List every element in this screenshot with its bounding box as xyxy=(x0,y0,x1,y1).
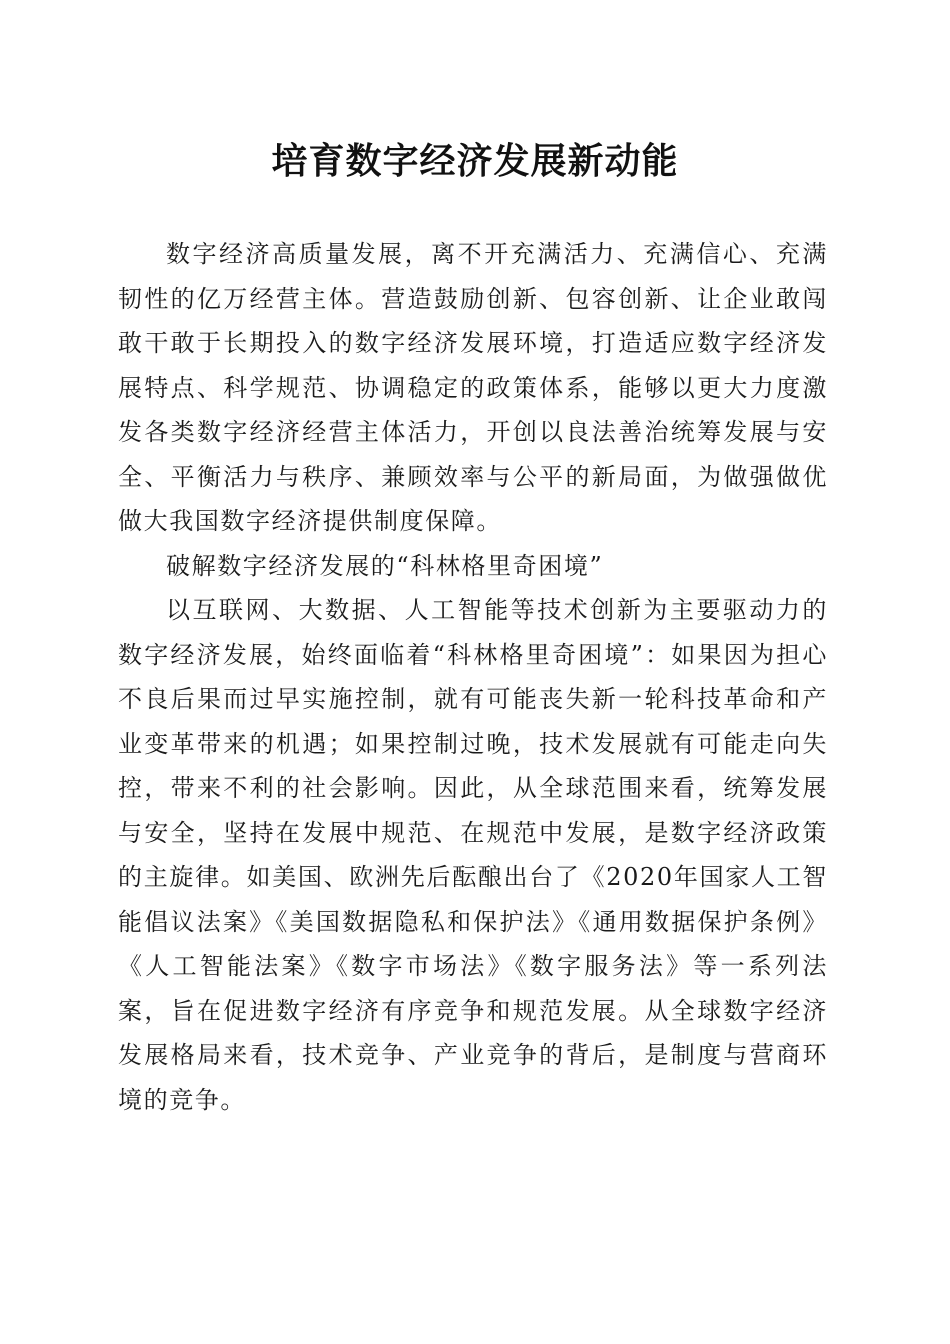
document-body xyxy=(118,232,828,1122)
paragraph-intro: 数字经济高质量发展，离不开充满活力、充满信心、充满韧性的亿万经营主体。营造鼓励创新、包容创新、让企业敢闯敢干敢于长期投入的数字经济发展环境，打造适应数字经济发展特点、科学规范、协调稳定的政策体系，能够以更大力度激发各类数字经济经营主体活力，开创以良法善治统筹发展与安全、平衡活力与秩序、兼顾效率与公平的新局面，为做强做优做大我国数字经济提供制度保障。 xyxy=(118,240,828,535)
section-heading: 破解数字经济发展的“科林格里奇困境” xyxy=(166,551,604,580)
document-title: 培育数字经济发展新动能 xyxy=(271,140,679,182)
paragraph-dilemma: 以互联网、大数据、人工智能等技术创新为主要驱动力的数字经济发展，始终面临着“科林格里奇困境”：如果因为担心不良后果而过早实施控制，就有可能丧失新一轮科技革命和产业变革带来的机遇；如果控制过晚，技术发展就有可能走向失控，带来不利的社会影响。因此，从全球范围来看，统筹发展与安全，坚持在发展中规范、在规范中发展，是数字经济政策的主旋律。如美国、欧洲先后酝酿出台了《2020年国家人工智能倡议法案》《美国数据隐私和保护法》《通用数据保护条例》《人工智能法案》《数字市场法》《数字服务法》等一系列法案，旨在促进数字经济有序竞争和规范发展。从全球数字经济发展格局来看，技术竞争、产业竞争的背后，是制度与营商环境的竞争。 xyxy=(118,596,828,1114)
